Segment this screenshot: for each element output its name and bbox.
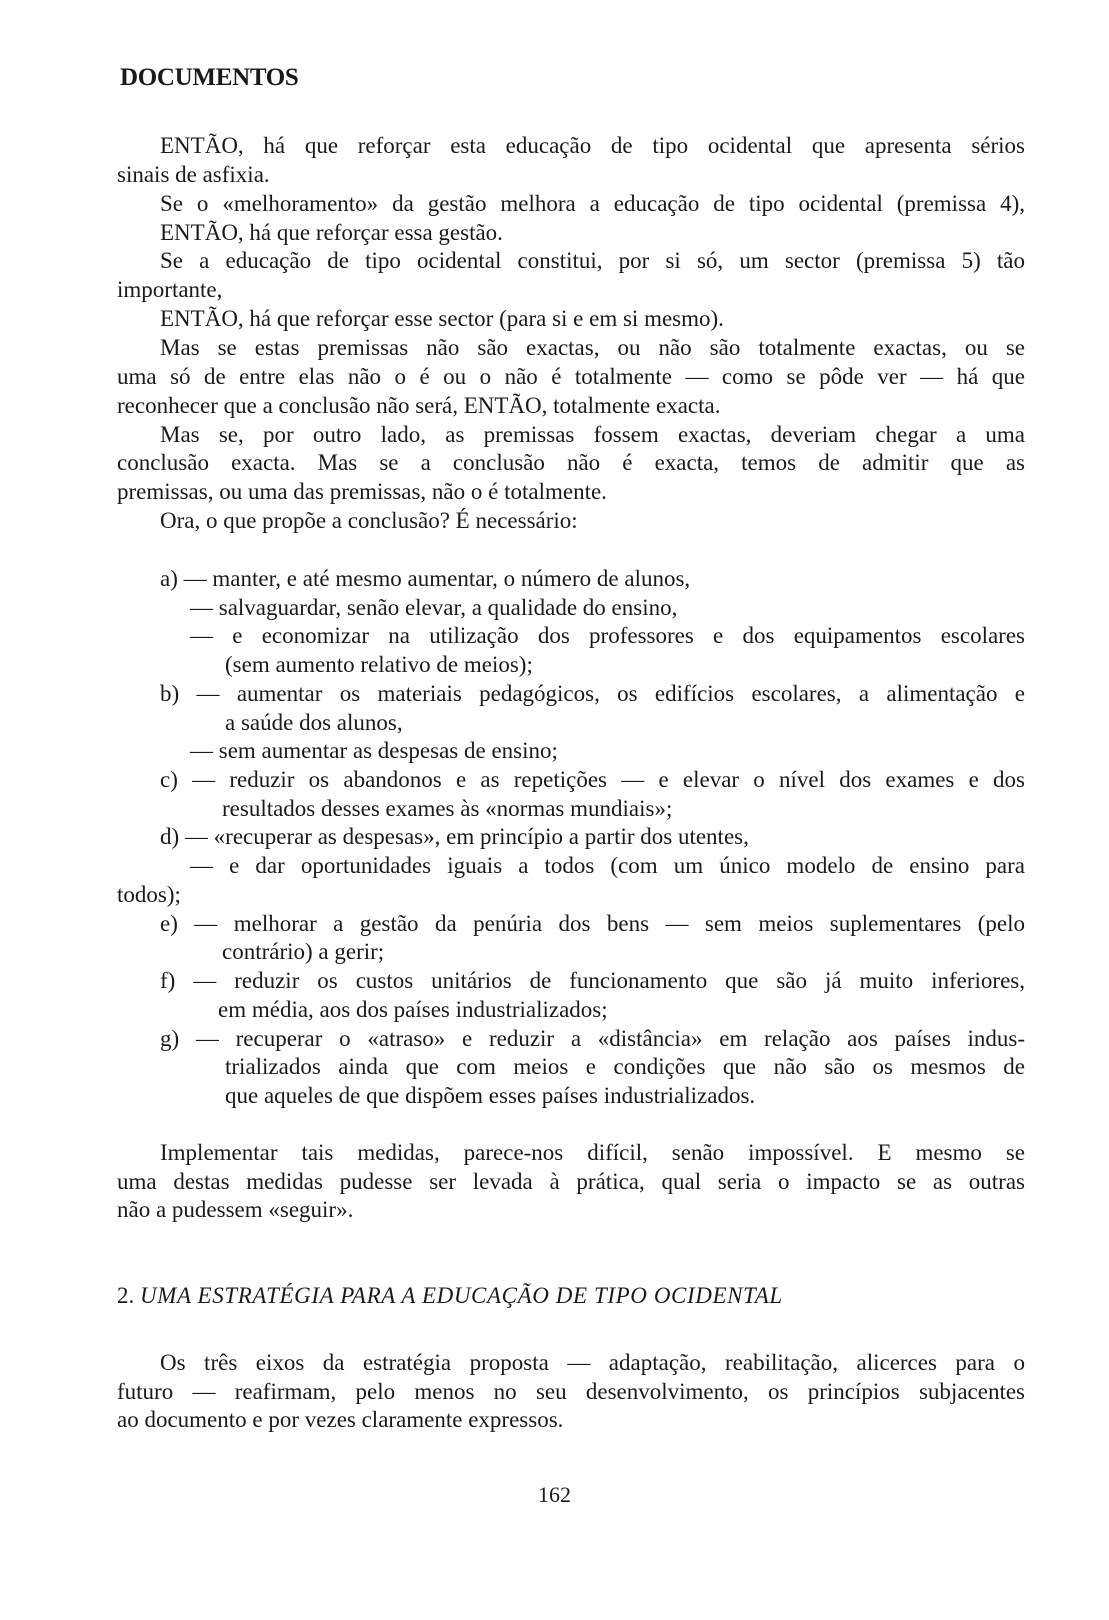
running-header: DOCUMENTOS — [120, 64, 299, 91]
text-line: ENTÃO, há que reforçar essa gestão. — [160, 219, 503, 245]
section-title: UMA ESTRATÉGIA PARA A EDUCAÇÃO DE TIPO OCIDENTAL — [140, 1283, 783, 1308]
text-line: a) — manter, e até mesmo aumentar, o número de alunos, — [160, 566, 691, 591]
text-line: Mas se, por outro lado, as premissas fossem exactas, deveriam chegar a uma — [160, 421, 1025, 447]
text-line: Se a educação de tipo ocidental constitui, por si só, um sector (premissa 5) tão — [160, 248, 1025, 274]
text-line: conclusão exacta. Mas se a conclusão não é exacta, temos de admitir que as — [117, 450, 1025, 476]
text-line: ao documento e por vezes claramente expressos. — [117, 1407, 564, 1433]
text-line: ENTÃO, há que reforçar esta educação de tipo ocidental que apresenta sérios — [160, 133, 1025, 158]
text-line: trializados ainda que com meios e condições que não são os mesmos de — [225, 1054, 1025, 1080]
text-line: não a pudessem «seguir». — [117, 1197, 354, 1223]
text-line: (sem aumento relativo de meios); — [225, 652, 533, 678]
text-line: que aqueles de que dispõem esses países industrializados. — [225, 1082, 756, 1108]
text-line: futuro — reafirmam, pelo menos no seu desenvolvimento, os princípios subjacentes — [117, 1378, 1025, 1404]
text-line: g) — recuperar o «atraso» e reduzir a «distância» em relação aos países indus- — [160, 1025, 1025, 1051]
text-line: b) — aumentar os materiais pedagógicos, os edifícios escolares, a alimentação e — [160, 680, 1025, 706]
text-line: Os três eixos da estratégia proposta — adaptação, reabilitação, alicerces para o — [160, 1350, 1025, 1375]
text-line: c) — reduzir os abandonos e as repetições — e elevar o nível dos exames e dos — [160, 767, 1025, 793]
text-line: premissas, ou uma das premissas, não o é totalmente. — [117, 479, 607, 505]
text-line: — salvaguardar, senão elevar, a qualidade do ensino, — [190, 594, 678, 620]
text-line: e) — melhorar a gestão da penúria dos bens — sem meios suplementares (pelo — [160, 910, 1025, 936]
text-line: uma destas medidas pudesse ser levada à prática, qual seria o impacto se as outras — [117, 1168, 1025, 1194]
text-line: Se o «melhoramento» da gestão melhora a educação de tipo ocidental (premissa 4), — [160, 190, 1025, 216]
text-line: — e dar oportunidades iguais a todos (com um único modelo de ensino para — [190, 853, 1025, 879]
section-heading — [117, 1282, 783, 1310]
text-line: Mas se estas premissas não são exactas, ou não são totalmente exactas, ou se — [160, 334, 1025, 360]
section-number: 2. — [117, 1283, 135, 1308]
text-line: f) — reduzir os custos unitários de funcionamento que são já muito inferiores, — [160, 968, 1025, 994]
text-line: em média, aos dos países industrializados; — [218, 996, 608, 1022]
text-line: Ora, o que propõe a conclusão? É necessário: — [160, 508, 578, 534]
text-line: d) — «recuperar as despesas», em princípio a partir dos utentes, — [160, 824, 749, 850]
text-line: reconhecer que a conclusão não será, ENTÃO, totalmente exacta. — [117, 392, 721, 418]
text-line: uma só de entre elas não o é ou o não é totalmente — como se pôde ver — há que — [117, 363, 1025, 389]
text-line: sinais de asfixia. — [117, 161, 270, 187]
text-line: — sem aumentar as despesas de ensino; — [190, 738, 558, 764]
text-line: ENTÃO, há que reforçar esse sector (para si e em si mesmo). — [160, 306, 724, 332]
text-line: todos); — [117, 881, 181, 907]
text-line: importante, — [117, 277, 223, 303]
text-line: — e economizar na utilização dos professores e dos equipamentos escolares — [190, 623, 1025, 649]
page-number: 162 — [538, 1482, 571, 1507]
text-line: contrário) a gerir; — [222, 939, 385, 965]
text-line: Implementar tais medidas, parece-nos difícil, senão impossível. E mesmo se — [160, 1140, 1025, 1165]
text-line: resultados desses exames às «normas mundiais»; — [222, 795, 673, 821]
text-line: a saúde dos alunos, — [225, 709, 403, 735]
